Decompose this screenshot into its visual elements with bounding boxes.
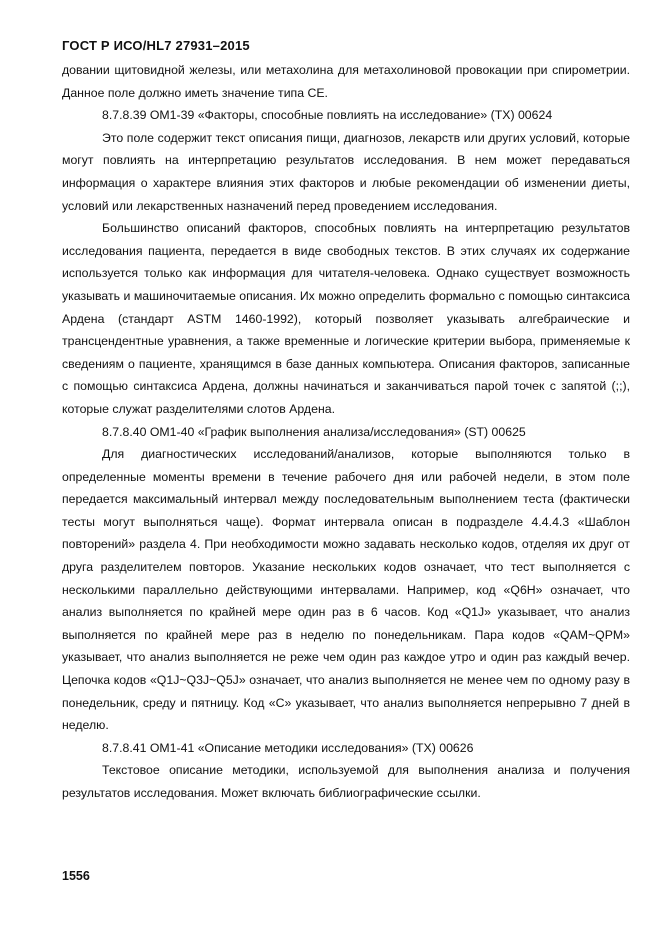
paragraph: Это поле содержит текст описания пищи, диагнозов, лекарств или других условий, которые могут повлиять на интерпретацию результатов исследования. В нем может передаваться информация о характере влияния этих факторов и любые рекомендации об изменении диеты, условий или лекарственных назначений перед проведением исследования.	[62, 130, 630, 213]
paragraph: Большинство описаний факторов, способных повлиять на интерпретацию результатов исследования пациента, передается в виде свободных текстов. В этих случаях их содержание используется только как информация для читателя-человека. Однако существует возможность указывать и машиночитаемые описания. Их можно определить формально с помощью синтаксиса Ардена (стандарт ASTM 1460-1992), который позволяет указывать алгебраические и трансцендентные уравнения, а также временные и логические критерии выбора, применяемые к сведениям о пациенте, хранящимся в базе данных компьютера. Описания факторов, записанные с помощью синтаксиса Ардена, должны начинаться и заканчиваться парой точек с запятой (;;), которые служат разделителями слотов Ардена.	[62, 221, 630, 416]
paragraph: Текстовое описание методики, используемой для выполнения анализа и получения результатов исследования. Может включать библиографические ссылки.	[62, 763, 630, 800]
section-heading-om1-40: 8.7.8.40 OM1-40 «График выполнения анализа/исследования» (ST) 00625	[102, 424, 526, 439]
section-heading-om1-41: 8.7.8.41 OM1-41 «Описание методики исследования» (TX) 00626	[102, 740, 474, 755]
paragraph: Для диагностических исследований/анализов, которые выполняются только в определенные моменты времени в течение рабочего дня или рабочей недели, в этом поле передается максимальный интервал между последовательным выполнением теста (фактически тесты могут выполняться чаще). Формат интервала описан в подразделе 4.4.4.3 «Шаблон повторений» раздела 4. При необходимости можно задавать несколько кодов, отделяя их друг от друга разделителем повторов. Указание нескольких кодов означает, что тест выполняется с несколькими параллельно действующими интервалами. Например, код «Q6H» означает, что анализ выполняется по крайней мере один раз в 6 часов. Код «Q1J» указывает, что анализ выполняется по крайней мере раз в неделю по понедельникам. Пара кодов «QAM~QPM» указывает, что анализ выполняется не реже чем один раз каждое утро и один раз каждый вечер. Цепочка кодов «Q1J~Q3J~Q5J» означает, что анализ выполняется не менее чем по одному разу в понедельник, среду и пятницу. Код «C» указывает, что анализ выполняется непрерывно 7 дней в неделю.	[62, 447, 630, 733]
page-body	[62, 59, 630, 805]
page-number: 1556	[62, 869, 90, 883]
document-header: ГОСТ Р ИСО/HL7 27931–2015	[62, 38, 250, 53]
paragraph-continuation: довании щитовидной железы, или метахолина для метахолиновой провокации при спирометрии. Данное поле должно иметь значение типа CE.	[62, 63, 630, 100]
section-heading-om1-39: 8.7.8.39 OM1-39 «Факторы, способные повлиять на исследование» (TX) 00624	[102, 108, 553, 123]
